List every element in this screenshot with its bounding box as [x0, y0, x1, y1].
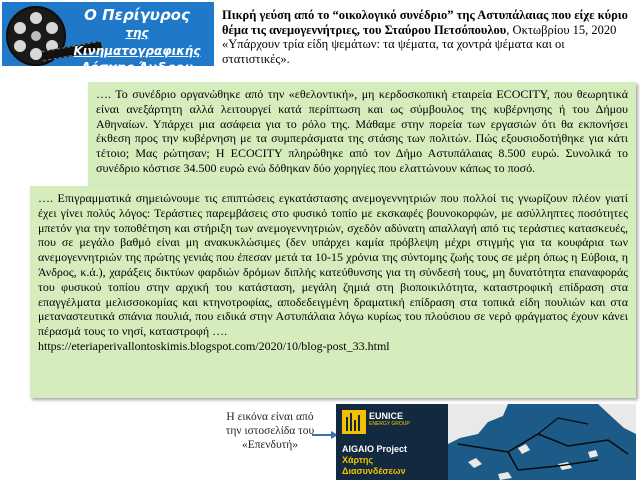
eunice-subtitle-2: Διασυνδέσεων: [342, 466, 406, 476]
article-date-quote: , Οκτωβρίου 15, 2020 «Υπάρχουν τρία είδη ψεμάτων: τα ψέματα, τα χοντρά ψέματα και οι στατιστικές».: [222, 22, 617, 66]
logo-line-1: Ο Περίγυρος: [84, 6, 190, 24]
excerpt-text-2: …. Επιγραμματικά σημειώνουμε τις επιπτώσεις εγκατάστασης ανεμογεννητριών που πολλοί τις γνωρίζουν πλέον γιατί έχει γίνει πολύς λόγος: Τεράστιες παρεμβάσεις στο φυσικό τοπίο με εκσκαφές βουνοκορφών, με ασύλληπτες ποσότητες μπετόν για την τοποθέτηση και στήριξη των ανεμογεννητριών, σχεδόν αδύνατη απαλλαγή από τις τεράστιες κατασκευές, που σε μεγάλο βαθμό είναι μη ανακυκλώσιμες (δεν υπάρχει καμία πρόβλεψη μέχρι στιγμής για τα κουφάρια των ανεμογεννητριών της πρώτης γενιάς που έπεσαν μετά τα 10-15 χρόνια της σύντομης ζωής τους σε μέρη όπως η Εύβοια, η Άνδρος, κ.ά.), χαράξεις δικτύων φαρδιών δρόμων διπλής κατεύθυνσης για τη σύνδεσή τους, μη δυνατότητα επαναφοράς του φυσικού τοπίου στην αρχική του κατάσταση, μεγάλη ζημιά στη βιοποικιλότητα, καταστροφική επίδραση στα επαγγέλματα μελισσοκομίας και κτηνοτροφίας, αποδεδειγμένη δραματική επίδραση στα τοπικά είδη πουλιών και στα μεταναστευτικά σπάνια πουλιά, που ειδικά στην Αστυπάλαια λόγω κυρίως του πλούσιου σε νερό φράγματος έχουν κάνει πέρασμά τους το νησί, καταστροφή ….: [38, 191, 628, 339]
logo-line-3: Λέσχης Άνδρου: [80, 61, 194, 76]
eunice-project: [342, 444, 407, 477]
eunice-project-name: AIGAIO Project: [342, 444, 408, 454]
logo-text: [62, 6, 212, 78]
logo-line-2: της Κινηματογραφικής: [73, 26, 201, 58]
excerpt-box-1: [88, 82, 636, 186]
eunice-brand: [369, 411, 410, 427]
excerpt-box-2: [30, 186, 636, 398]
eunice-brand-name: EUNICE: [369, 411, 404, 421]
arrow-right-icon: [312, 430, 338, 440]
source-link[interactable]: https://eteriaperivallontoskimis.blogspot.com/2020/10/blog-post_33.html: [38, 338, 390, 353]
eunice-subtitle-1: Χάρτης: [342, 455, 374, 465]
article-header: [222, 8, 634, 66]
eunice-map-image: [336, 404, 636, 480]
aegean-map-graphic: [448, 404, 636, 480]
article-title: Πικρή γεύση από το “οικολογικό συνέδριο” της Αστυπάλαιας που είχε κύριο θέμα τις ανεμογεννήτριες, του Σταύρου Πετσόπουλου: [222, 8, 628, 37]
eunice-panel: [336, 404, 448, 480]
eunice-brand-sub: ENERGY GROUP: [369, 421, 410, 427]
eunice-logo-icon: [342, 410, 366, 434]
club-logo: [2, 2, 214, 76]
excerpt-text-1: …. Το συνέδριο οργανώθηκε από την «εθελοντική», μη κερδοσκοπική εταιρεία ECOCITY, που θεωρητικά είναι ανεξάρτητη αλλά λειτουργεί κατά περίπτωση και ως σύμβουλος της κυβέρνησης ή του Δήμου Αθηναίων. Υπάρχει μια ασάφεια για το ρόλο της. Μάθαμε στην πορεία των εργασιών ότι θα εκπονήσει έκθεση προς την κυβέρνηση με τα συμπεράσματα της στάσης των πολιτών. Πώς εξουσιοδοτήθηκε για κάτι τέτοιο; Μας ρώτησαν; Η ECOCITY πληρώθηκε από τον Δήμο Αστυπάλαιας 8.500 ευρώ. Συνολικά το συνέδριο κόστισε 34.500 ευρώ ενώ δόθηκαν δύο χορηγίες που ελαττώνουν κάπως το ποσό.: [96, 87, 628, 175]
image-caption: Η εικόνα είναι από την ιστοσελίδα του «Επενδυτή»: [225, 411, 315, 451]
